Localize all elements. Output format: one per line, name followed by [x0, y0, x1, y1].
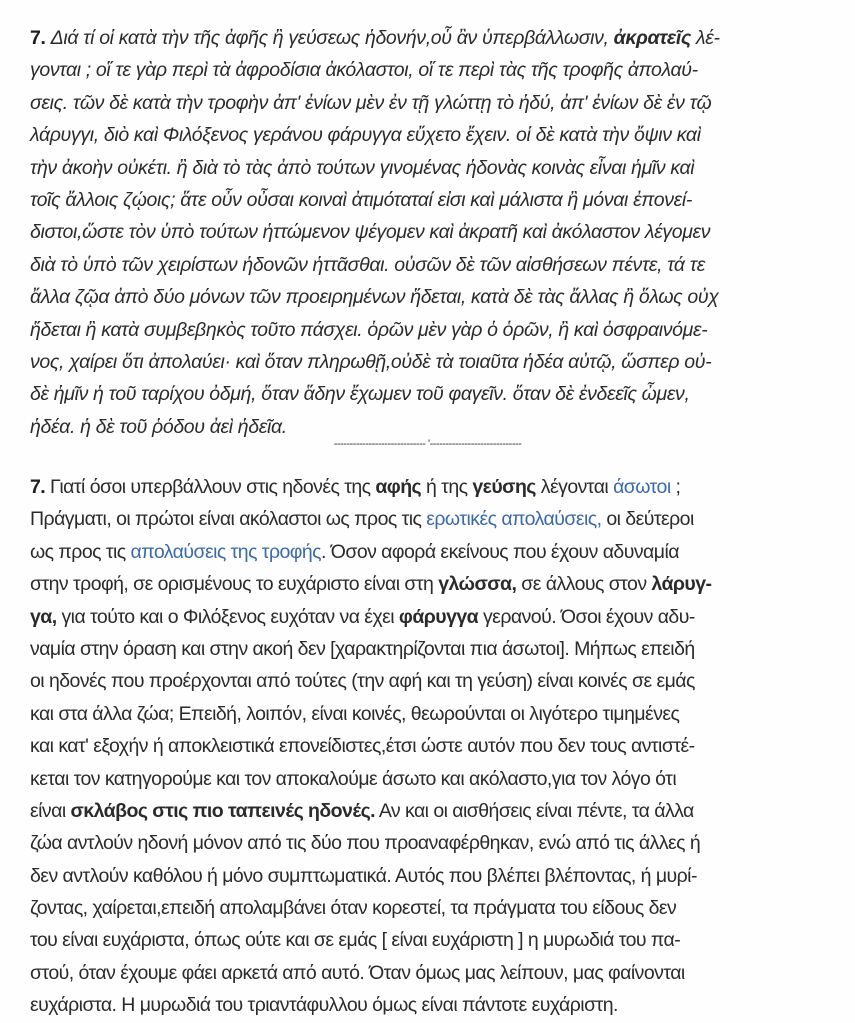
text-line — [30, 249, 830, 281]
text-segment: Διά τί οἱ κατὰ τὴν τῆς ἀφῆς ἢ γεύσεως ἡδονήν,οὗ ἂν ὑπερβάλλωσιν, — [50, 27, 614, 49]
text-line — [30, 378, 830, 410]
text-segment: οι ηδονές που προέρχονται από τούτες (την αφή και τη γεύση) είναι κοινές σε εμάς — [30, 670, 695, 693]
text-segment: ναμία στην όραση και στην ακοή δεν [χαρακτηρίζονται πια άσωτοι]. Μήπως επειδή — [30, 637, 695, 660]
text-segment: και στα άλλα ζώα; Επειδή, λοιπόν, είναι κοινές, θεωρούνται οι λιγότερο τιμημένες — [30, 702, 680, 725]
section-number: 7. — [30, 476, 46, 498]
text-segment: για τούτο και ο Φιλόξενος ευχόταν να έχει — [56, 605, 399, 628]
text-segment: στην τροφή, σε ορισμένους το ευχάριστο είναι στη — [30, 573, 439, 596]
highlighted-term: άσωτοι — [613, 476, 671, 498]
text-line — [30, 152, 830, 184]
text-segment: είναι — [30, 799, 71, 822]
text-segment: . Όσον αφορά εκείνους που έχουν αδυναμία — [321, 540, 679, 563]
text-segment: ἄλλα ζῷα ἀπὸ δύο μόνων τῶν προειρημένων ἥδεται, κατὰ δὲ τὰς ἄλλας ἢ ὅλως οὐχ — [30, 286, 719, 309]
text-line — [30, 536, 830, 568]
text-segment: δεν αντλούν καθόλου ή μόνο συμπτωματικά. Αυτός που βλέπει βλέποντας, ή μυρί- — [30, 864, 697, 887]
text-segment: γονται ; οἵ τε γὰρ περὶ τὰ ἀφροδίσια ἀκόλαστοι, οἵ τε περὶ τὰς τῆς τροφῆς ἀπολαύ- — [30, 59, 698, 82]
text-line — [30, 795, 830, 827]
text-line — [30, 503, 830, 535]
text-segment: διστοι,ὥστε τὸν ὑπὸ τούτων ἡττώμενον ψέγομεν καὶ ἀκρατῆ καὶ ἀκόλαστον λέγομεν — [30, 221, 711, 244]
text-segment: στού, όταν έχουμε φάει αρκετά από αυτό. Όταν όμως μας λείπουν, μας φαίνονται — [30, 961, 685, 984]
text-segment: σε άλλους στον — [516, 573, 652, 596]
text-segment: οι δεύτεροι — [601, 508, 694, 531]
text-segment: γερανού. Όσοι έχουν αδυ- — [478, 605, 695, 628]
text-segment: νος, χαίρει ὅτι ἀπολαύει· καὶ ὅταν πληρωθῇ,οὐδὲ τὰ τοιαῦτα ἡδέα αὐτῷ, ὥσπερ οὐ- — [30, 350, 712, 373]
text-segment: ἡδέα. ἡ δὲ τοῦ ῥόδου ἀεὶ ἡδεῖα. — [30, 415, 287, 438]
text-line — [30, 22, 830, 54]
text-line — [30, 54, 830, 86]
text-line — [30, 314, 830, 346]
text-line — [30, 346, 830, 378]
text-line — [30, 730, 830, 762]
text-line — [30, 216, 830, 248]
bold-term: αφής — [375, 476, 422, 498]
text-segment: κεται τον κατηγορούμε και τον αποκαλούμε άσωτο και ακόλαστο,για τον λόγο ότι — [30, 767, 677, 790]
text-segment: λέ- — [690, 27, 720, 49]
text-line — [30, 471, 830, 503]
text-segment: διὰ τὸ ὑπὸ τῶν χειρίστων ἡδονῶν ἡττᾶσθαι. οὐσῶν δὲ τῶν αἰσθήσεων πέντε, τά τε — [30, 253, 705, 276]
text-segment: δὲ ἡμῖν ἡ τοῦ ταρίχου ὀδμή, ὅταν ἅδην ἔχωμεν τοῦ φαγεῖν. ὅταν δὲ ἐνδεεῖς ὦμεν, — [30, 383, 690, 406]
ancient-greek-passage — [30, 22, 830, 443]
text-line — [30, 989, 830, 1021]
bold-term: ἀκρατεῖς — [613, 27, 691, 49]
section-separator: ----------------------------- '----------------------------- — [333, 438, 522, 450]
text-line — [30, 827, 830, 859]
text-segment: τὴν ἀκοὴν οὐκέτι. ἢ διὰ τὸ τὰς ἀπὸ τούτων γινομένας ἡδονὰς κοινὰς εἶναι ἡμῖν καὶ — [30, 156, 695, 179]
text-segment: Γιατί όσοι υπερβάλλουν στις ηδονές της — [45, 476, 376, 498]
text-segment: και κατ' εξοχήν ή αποκλειστικά επονείδιστες,έτσι ώστε αυτόν που δεν τους αντιστέ- — [30, 735, 695, 758]
text-segment: ζώα αντλούν ηδονή μόνον από τις δύο που προαναφέρθηκαν, ενώ από τις άλλες ή — [30, 832, 701, 855]
text-segment: ; — [670, 476, 681, 498]
text-line — [30, 184, 830, 216]
text-segment: ως προς τις — [30, 540, 131, 563]
text-line — [30, 957, 830, 989]
text-line — [30, 924, 830, 956]
text-line — [30, 281, 830, 313]
text-line — [30, 601, 830, 633]
highlighted-term: απολαύσεις της τροφής — [130, 540, 322, 563]
text-line — [30, 860, 830, 892]
text-line — [30, 892, 830, 924]
text-line — [30, 665, 830, 697]
text-segment: λάρυγγι, διὸ καὶ Φιλόξενος γεράνου φάρυγγα εὔχετο ἔχειν. οἱ δὲ κατὰ τὴν ὄψιν καὶ — [30, 124, 701, 147]
text-segment: ευχάριστα. Η μυρωδιά του τριαντάφυλλου όμως είναι πάντοτε ευχάριστη. — [30, 994, 618, 1017]
text-segment: ή της — [421, 476, 473, 498]
bold-term: γεύσης — [472, 476, 536, 498]
text-segment: του είναι ευχάριστα, όπως ούτε και σε εμάς [ είναι ευχάριστη ] η μυρωδιά του πα- — [30, 929, 681, 952]
bold-term: σκλάβος στις πιο ταπεινές ηδονές. — [70, 799, 376, 822]
modern-greek-translation — [30, 471, 830, 1022]
text-segment: λέγονται — [535, 476, 614, 498]
text-line — [30, 568, 830, 600]
text-segment: Αν και οι αισθήσεις είναι πέντε, τα άλλα — [375, 799, 694, 822]
bold-term: φάρυγγα — [398, 605, 479, 628]
text-segment: τοῖς ἄλλοις ζῴοις; ἅτε οὖν οὖσαι κοιναὶ ἀτιμόταταί εἰσι καὶ μάλιστα ἢ μόναι ἐπονεί- — [30, 188, 692, 211]
text-line — [30, 763, 830, 795]
section-number: 7. — [30, 27, 51, 49]
highlighted-term: ερωτικές απολαύσεις, — [426, 508, 602, 531]
text-segment: ζοντας, χαίρεται,επειδή απολαμβάνει όταν κορεστεί, τα πράγματα του είδους δεν — [30, 897, 677, 920]
text-line — [30, 633, 830, 665]
text-line — [30, 87, 830, 119]
text-line — [30, 119, 830, 151]
text-segment: ἥδεται ἢ κατὰ συμβεβηκὸς τοῦτο πάσχει. ὁρῶν μὲν γὰρ ὁ ὁρῶν, ἢ καὶ ὀσφραινόμε- — [30, 318, 708, 341]
bold-term: γλώσσα, — [438, 573, 517, 596]
text-segment: Πράγματι, οι πρώτοι είναι ακόλαστοι ως προς τις — [30, 508, 427, 531]
text-line — [30, 698, 830, 730]
bold-term: γα, — [30, 605, 57, 628]
text-segment: σεις. τῶν δὲ κατὰ τὴν τροφὴν ἀπ' ἐνίων μὲν ἐν τῇ γλώττῃ τὸ ἡδύ, ἀπ' ἐνίων δὲ ἐν τῷ — [30, 91, 712, 114]
bold-term: λάρυγ- — [651, 573, 712, 596]
